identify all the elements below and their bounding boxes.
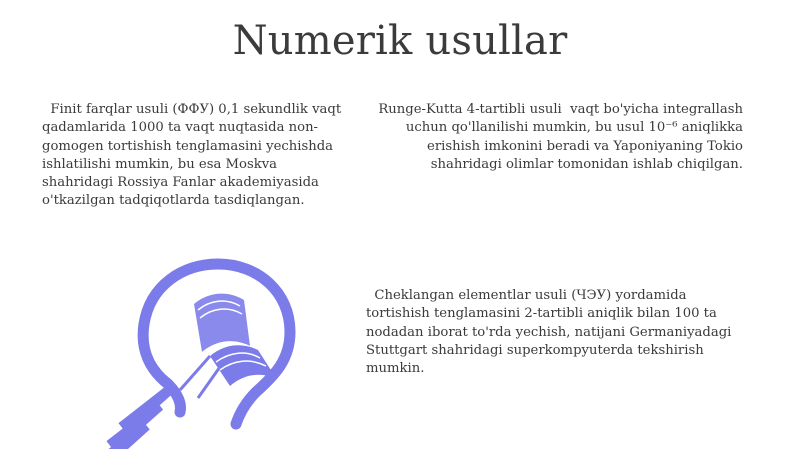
paragraph-finite-element: Cheklangan elementlar usuli (ЧЭУ) yordamida tortishish tenglamasini 2-tartibli aniqlik bilan 100 ta nodadan iborat to'rda yechish, natijani Germaniyadagi Stuttgart shahridagi superkompyuterda tekshirish mumkin.: [366, 288, 740, 377]
paragraph-finite-difference: Finit farqlar usuli (ФФУ) 0,1 sekundlik vaqt qadamlarida 1000 ta vaqt nuqtasida non-gomogen tortishish tenglamasini yechishda ishlatilishi mumkin, bu esa Moskva shahridagi Rossiya Fanlar akademiyasida o'tkazilgan tadqiqotlarda tasdiqlangan.: [42, 102, 346, 209]
lightbulb-book-icon: [98, 252, 313, 449]
paragraph-runge-kutta: Runge-Kutta 4-tartibli usuli vaqt bo'yicha integrallash uchun qo'llanilishi mumkin, bu usul 10⁻⁶ aniqlikka erishish imkonini beradi va Yaponiyaning Tokio shahridagi olimlar tomonidan ishlab chiqilgan.: [378, 102, 748, 172]
slide-title: Numerik usullar: [232, 18, 568, 64]
